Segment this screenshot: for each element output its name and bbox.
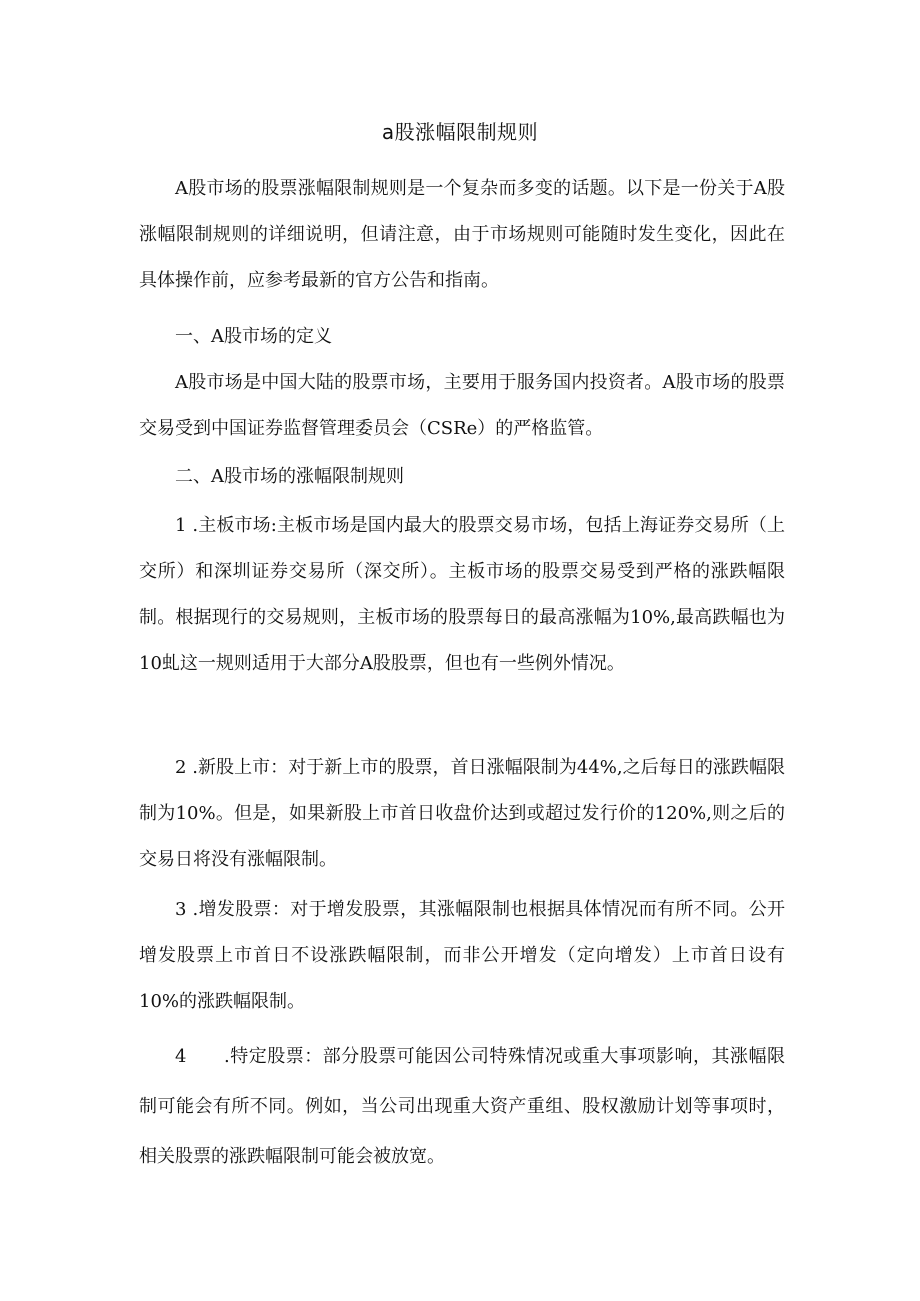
- document-title: a股涨幅限制规则: [381, 120, 539, 144]
- rule-item-main-board: 1 .主板市场:主板市场是国内最大的股票交易市场，包括上海证券交易所（上交所）和深圳证券交易所（深交所）。主板市场的股票交易受到严格的涨跌幅限制。根据现行的交易规则，主板市场的股票每日的最高涨幅为10%,最高跌幅也为10虬这一规则适用于大部分A股股票，但也有一些例外情况。: [139, 515, 785, 674]
- section-1-paragraph: A股市场是中国大陆的股票市场，主要用于服务国内投资者。A股市场的股票交易受到中国证券监督管理委员会（CSRe）的严格监管。: [139, 372, 785, 439]
- section-1-heading: 一、A股市场的定义: [175, 326, 332, 347]
- rule-item-additional-issuance: 3 .增发股票：对于增发股票，其涨幅限制也根据具体情况而有所不同。公开增发股票上市首日不设涨跌幅限制，而非公开增发（定向增发）上市首日设有10%的涨跌幅限制。: [139, 899, 785, 1012]
- rule-item-new-listing: 2 .新股上市：对于新上市的股票，首日涨幅限制为44%,之后每日的涨跌幅限制为10%。但是，如果新股上市首日收盘价达到或超过发行价的120%,则之后的交易日将没有涨幅限制。: [139, 757, 785, 870]
- intro-paragraph: A股市场的股票涨幅限制规则是一个复杂而多变的话题。以下是一份关于A股涨幅限制规则的详细说明，但请注意，由于市场规则可能随时发生变化，因此在具体操作前，应参考最新的官方公告和指南。: [139, 178, 785, 291]
- rule-item-special-stocks: 4 .特定股票：部分股票可能因公司特殊情况或重大事项影响，其涨幅限制可能会有所不同。例如，当公司出现重大资产重组、股权激励计划等事项时，相关股票的涨跌幅限制可能会被放宽。: [139, 1046, 785, 1167]
- section-2-heading: 二、A股市场的涨幅限制规则: [175, 466, 404, 487]
